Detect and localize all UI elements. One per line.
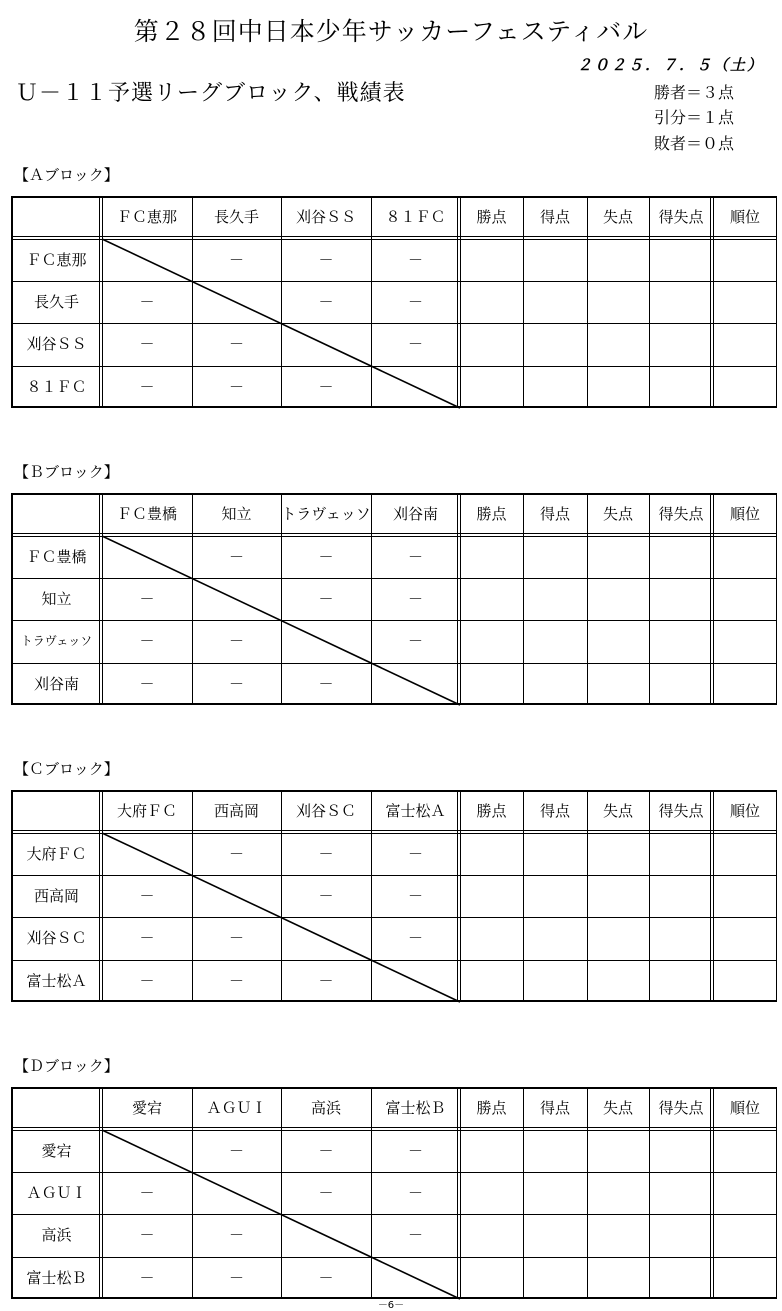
column-team-header: 富士松Ｂ bbox=[385, 1099, 446, 1117]
row-team-label: ＡＧＵＩ bbox=[26, 1183, 87, 1202]
row-team-label: 富士松Ａ bbox=[26, 971, 87, 990]
match-result-cell: － bbox=[228, 1141, 244, 1160]
column-team-header: 刈谷南 bbox=[392, 505, 438, 523]
stat-header: 得点 bbox=[539, 208, 570, 226]
stat-header: 得失点 bbox=[658, 208, 704, 226]
stat-header: 順位 bbox=[729, 505, 760, 523]
match-result-cell: － bbox=[139, 377, 155, 396]
stat-header: 順位 bbox=[729, 1099, 760, 1117]
match-result-cell: － bbox=[139, 929, 155, 947]
match-result-cell: － bbox=[318, 1141, 334, 1160]
column-team-header: 大府ＦＣ bbox=[116, 802, 177, 820]
column-team-header: ＡＧＵＩ bbox=[206, 1099, 267, 1117]
match-result-cell: － bbox=[139, 589, 155, 608]
column-team-header: 富士松Ａ bbox=[385, 802, 446, 820]
row-team-label: 知立 bbox=[41, 589, 72, 608]
match-result-cell: － bbox=[228, 632, 244, 650]
column-team-header: ＦＣ豊橋 bbox=[116, 505, 177, 523]
match-result-cell: － bbox=[318, 377, 334, 396]
row-team-label: ８１ＦＣ bbox=[26, 377, 87, 396]
match-result-cell: － bbox=[318, 589, 334, 608]
row-team-label: ＦＣ豊橋 bbox=[26, 547, 87, 566]
stat-header: 得失点 bbox=[658, 802, 704, 820]
match-result-cell: － bbox=[318, 547, 334, 566]
match-result-cell: － bbox=[318, 971, 334, 990]
row-team-label: 高浜 bbox=[41, 1226, 72, 1244]
match-result-cell: － bbox=[407, 1226, 423, 1244]
match-result-cell: － bbox=[407, 886, 423, 905]
page-number: －6－ bbox=[377, 1300, 405, 1311]
match-result-cell: － bbox=[407, 250, 423, 269]
match-result-cell: － bbox=[139, 292, 155, 311]
stat-header: 失点 bbox=[602, 208, 633, 226]
match-result-cell: － bbox=[407, 632, 423, 650]
match-result-cell: － bbox=[228, 674, 244, 693]
match-result-cell: － bbox=[228, 971, 244, 990]
row-team-label: 刈谷南 bbox=[33, 674, 79, 693]
page-subtitle: Ｕ－１１予選リーグブロック、戦績表 bbox=[16, 81, 406, 106]
match-result-cell: － bbox=[228, 377, 244, 396]
stat-header: 順位 bbox=[729, 802, 760, 820]
block-label: 【Ｃブロック】 bbox=[14, 760, 119, 778]
match-result-cell: － bbox=[407, 335, 423, 353]
match-result-cell: － bbox=[139, 1268, 155, 1287]
match-result-cell: － bbox=[318, 674, 334, 693]
match-result-cell: － bbox=[139, 971, 155, 990]
block-table bbox=[11, 493, 777, 705]
column-team-header: 高浜 bbox=[310, 1099, 341, 1117]
stat-header: 得点 bbox=[539, 802, 570, 820]
column-team-header: 愛宕 bbox=[131, 1099, 162, 1117]
match-result-cell: － bbox=[407, 1141, 423, 1160]
stat-header: 失点 bbox=[602, 505, 633, 523]
row-team-label: 大府ＦＣ bbox=[26, 844, 87, 863]
column-team-header: 長久手 bbox=[213, 208, 259, 226]
block-table bbox=[11, 196, 777, 408]
stat-header: 得失点 bbox=[658, 505, 704, 523]
match-result-cell: － bbox=[407, 589, 423, 608]
match-result-cell: － bbox=[228, 335, 244, 353]
match-result-cell: － bbox=[407, 547, 423, 566]
stat-header: 順位 bbox=[729, 208, 760, 226]
column-team-header: 西高岡 bbox=[213, 802, 259, 820]
column-team-header: トラヴェッソ bbox=[281, 505, 371, 523]
match-result-cell: － bbox=[139, 632, 155, 650]
match-result-cell: － bbox=[407, 1183, 423, 1202]
match-result-cell: － bbox=[228, 1226, 244, 1244]
stat-header: 得点 bbox=[539, 1099, 570, 1117]
match-result-cell: － bbox=[318, 292, 334, 311]
match-result-cell: － bbox=[318, 1268, 334, 1287]
block-label: 【Ｄブロック】 bbox=[14, 1057, 119, 1075]
page-title: 第２８回中日本少年サッカーフェスティバル bbox=[133, 17, 649, 46]
column-team-header: ８１ＦＣ bbox=[385, 208, 446, 226]
match-result-cell: － bbox=[139, 1183, 155, 1202]
stat-header: 失点 bbox=[602, 802, 633, 820]
match-result-cell: － bbox=[139, 335, 155, 353]
row-team-label: 刈谷ＳＳ bbox=[26, 335, 87, 353]
match-result-cell: － bbox=[228, 1268, 244, 1287]
column-team-header: 刈谷ＳＣ bbox=[295, 802, 356, 820]
row-team-label: 西高岡 bbox=[33, 886, 79, 905]
match-result-cell: － bbox=[139, 674, 155, 693]
row-team-label: 富士松Ｂ bbox=[26, 1268, 87, 1287]
stat-header: 勝点 bbox=[476, 802, 507, 820]
row-team-label: 長久手 bbox=[33, 292, 79, 311]
block-table bbox=[11, 1087, 777, 1299]
points-win: 勝者＝３点 bbox=[654, 83, 735, 102]
row-team-label: ＦＣ恵那 bbox=[26, 250, 87, 269]
block-label: 【Ｂブロック】 bbox=[14, 463, 119, 481]
match-result-cell: － bbox=[139, 886, 155, 905]
match-result-cell: － bbox=[228, 547, 244, 566]
match-result-cell: － bbox=[318, 1183, 334, 1202]
row-team-label: トラヴェッソ bbox=[20, 634, 93, 648]
match-result-cell: － bbox=[407, 292, 423, 311]
stat-header: 勝点 bbox=[476, 208, 507, 226]
column-team-header: 知立 bbox=[221, 505, 252, 523]
column-team-header: 刈谷ＳＳ bbox=[295, 208, 356, 226]
stat-header: 勝点 bbox=[476, 1099, 507, 1117]
event-date: ２０２５．７．５（土） bbox=[576, 56, 764, 74]
block-label: 【Ａブロック】 bbox=[14, 166, 119, 184]
stat-header: 得失点 bbox=[658, 1099, 704, 1117]
match-result-cell: － bbox=[318, 250, 334, 269]
match-result-cell: － bbox=[228, 250, 244, 269]
stat-header: 勝点 bbox=[476, 505, 507, 523]
row-team-label: 刈谷ＳＣ bbox=[26, 929, 87, 947]
points-loss: 敗者＝０点 bbox=[654, 134, 735, 153]
match-result-cell: － bbox=[318, 886, 334, 905]
match-result-cell: － bbox=[228, 929, 244, 947]
row-team-label: 愛宕 bbox=[41, 1141, 72, 1160]
match-result-cell: － bbox=[228, 844, 244, 863]
column-team-header: ＦＣ恵那 bbox=[116, 208, 177, 226]
block-table bbox=[11, 790, 777, 1002]
points-draw: 引分＝１点 bbox=[654, 108, 735, 127]
stat-header: 失点 bbox=[602, 1099, 633, 1117]
match-result-cell: － bbox=[407, 929, 423, 947]
match-result-cell: － bbox=[407, 844, 423, 863]
match-result-cell: － bbox=[318, 844, 334, 863]
stat-header: 得点 bbox=[539, 505, 570, 523]
match-result-cell: － bbox=[139, 1226, 155, 1244]
